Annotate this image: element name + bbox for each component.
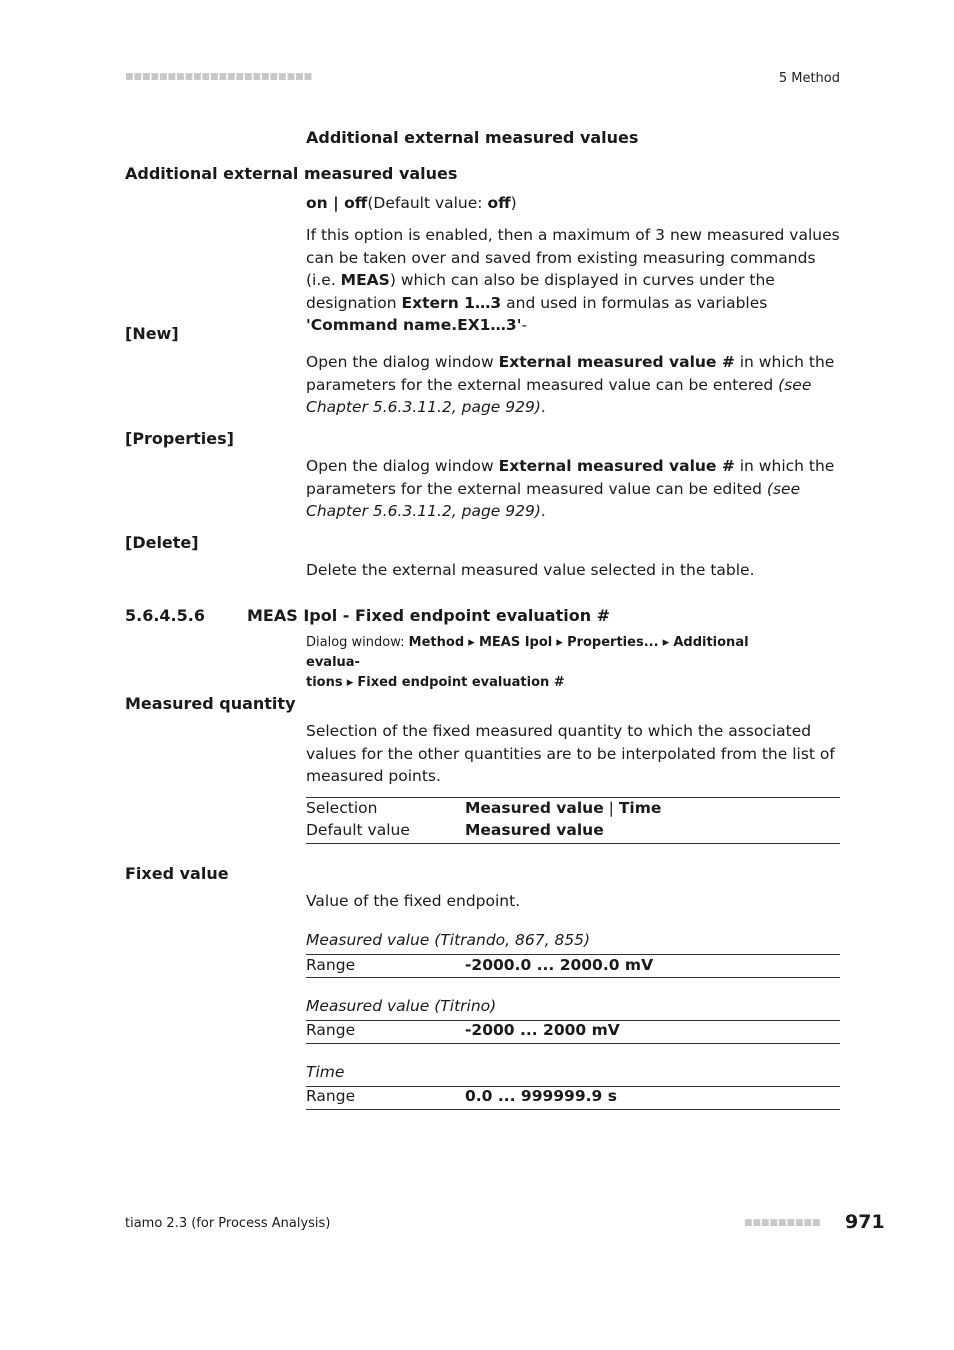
- fixed-value-description: Value of the fixed endpoint.: [306, 892, 521, 910]
- desc-text: .: [540, 502, 546, 520]
- desc-text: -: [521, 316, 528, 334]
- desc-text: ) which can also be displayed in curves under the designation: [306, 271, 775, 312]
- range-value: 0.0 ... 999999.9 s: [465, 1087, 617, 1105]
- page-number: 971: [845, 1211, 885, 1233]
- desc-bold: Extern 1…3: [401, 293, 502, 312]
- options-default: off: [487, 194, 511, 212]
- param-description-new: [306, 351, 841, 419]
- param-label-properties: [Properties]: [125, 429, 234, 448]
- selection-option: Measured value: [465, 799, 604, 817]
- range-key: Range: [306, 1087, 356, 1105]
- param-description-additional-values: [306, 224, 841, 337]
- section-heading: MEAS Ipol - Fixed endpoint evaluation #: [247, 606, 611, 625]
- desc-text: .: [540, 398, 546, 416]
- path-item: Additional evalua-: [306, 635, 749, 670]
- param-description-properties: [306, 455, 841, 523]
- range-key: Range: [306, 1021, 356, 1039]
- param-label-measured-quantity: Measured quantity: [125, 694, 296, 713]
- desc-text: Open the dialog window: [306, 353, 499, 371]
- desc-bold: MEAS: [340, 271, 390, 289]
- chapter-label: 5 Method: [778, 71, 840, 86]
- desc-bold: External measured value #: [498, 353, 735, 371]
- range-caption: Time: [306, 1063, 345, 1081]
- desc-text: If this option is enabled, then a maximum of 3 new measured values can be taken over and saved from existing measuring commands (i.e.: [306, 226, 840, 289]
- options-values: on | off: [306, 194, 368, 212]
- chapter-link[interactable]: (see Chapter 5.6.3.11.2, page 929): [306, 375, 812, 416]
- arrow-icon: ▸: [556, 635, 563, 650]
- option-separator: |: [603, 799, 619, 817]
- options-suffix: ): [510, 194, 517, 212]
- section-number: 5.6.4.5.6: [125, 606, 205, 625]
- path-item: MEAS Ipol: [478, 635, 553, 650]
- arrow-icon: ▸: [468, 635, 475, 650]
- desc-bold: External measured value #: [498, 457, 735, 475]
- desc-text: in which the parameters for the external measured value can be entered: [306, 353, 835, 394]
- table-value-selection: [465, 799, 661, 817]
- desc-text: Open the dialog window: [306, 457, 499, 475]
- options-default-prefix: (Default value:: [367, 194, 488, 212]
- desc-text: and used in formulas as variables: [501, 293, 768, 312]
- range-value: -2000.0 ... 2000.0 mV: [465, 956, 654, 974]
- range-rule-bottom: [306, 977, 840, 978]
- param-description-delete: Delete the external measured value selected in the table.: [306, 561, 755, 579]
- range-caption: Measured value (Titrando, 867, 855): [306, 931, 591, 949]
- table-key-default: Default value: [306, 821, 410, 839]
- param-label-fixed-value: Fixed value: [125, 864, 229, 883]
- path-item: Method: [408, 635, 465, 650]
- arrow-icon: ▸: [662, 635, 670, 650]
- footer-product: tiamo 2.3 (for Process Analysis): [125, 1216, 331, 1231]
- param-label-additional-values: Additional external measured values: [125, 164, 458, 183]
- path-item: Properties...: [567, 635, 659, 650]
- range-rule-top: [306, 954, 840, 955]
- path-item: tions: [306, 675, 343, 690]
- dialog-path: [306, 633, 806, 693]
- chapter-link[interactable]: (see Chapter 5.6.3.11.2, page 929): [306, 479, 801, 520]
- table-key-selection: Selection: [306, 799, 378, 817]
- param-label-new: [New]: [125, 324, 179, 343]
- dialog-prefix: Dialog window:: [306, 635, 409, 650]
- path-item: Fixed endpoint evaluation #: [357, 675, 565, 690]
- range-key: Range: [306, 956, 356, 974]
- range-value: -2000 ... 2000 mV: [465, 1021, 620, 1039]
- range-caption: Measured value (Titrino): [306, 997, 497, 1015]
- desc-text: in which the parameters for the external measured value can be edited: [306, 457, 835, 498]
- arrow-icon: ▸: [346, 675, 354, 690]
- param-options: [306, 192, 841, 215]
- measured-quantity-description: Selection of the fixed measured quantity to which the associated values for the other quantities are to be interpolated from the list of measured points.: [306, 722, 835, 785]
- desc-bold: 'Command name.EX1…3': [306, 316, 522, 334]
- param-label-delete: [Delete]: [125, 533, 199, 552]
- table-value-default: Measured value: [465, 821, 604, 839]
- table-rule-bottom: [306, 843, 840, 844]
- table-rule-top: [306, 797, 840, 798]
- footer-decoration: ■■■■■■■■■: [744, 1218, 821, 1228]
- section-title: Additional external measured values: [306, 128, 639, 147]
- range-rule-bottom: [306, 1043, 840, 1044]
- header-decoration: ■■■■■■■■■■■■■■■■■■■■■■: [125, 72, 313, 82]
- range-rule-bottom: [306, 1109, 840, 1110]
- selection-option: Time: [618, 799, 662, 817]
